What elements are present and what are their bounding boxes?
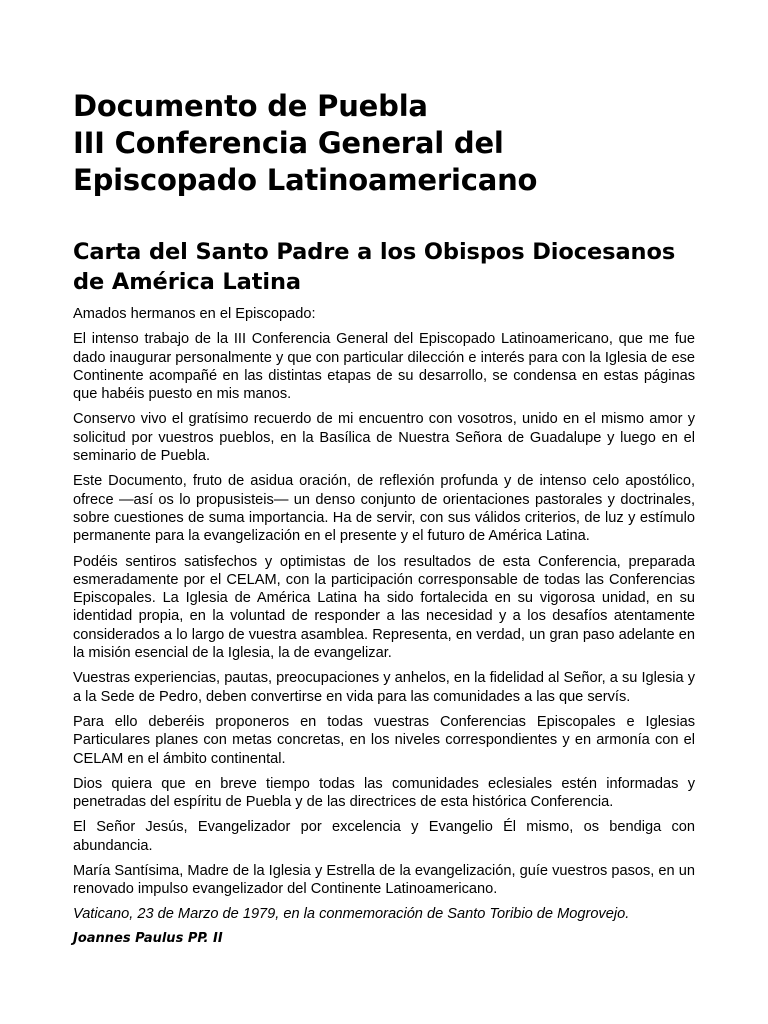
signature: Joannes Paulus PP. II (73, 930, 223, 946)
salutation: Amados hermanos en el Episcopado: (73, 306, 316, 322)
paragraph: Vuestras experiencias, pautas, preocupaciones y anhelos, en la fidelidad al Señor, a su Iglesia y a la Sede de Pedro, deben convertirse en vida para las comunidades a las que servís. (73, 670, 695, 705)
document-title (73, 88, 695, 199)
paragraph: Conservo vivo el gratísimo recuerdo de mi encuentro con vosotros, unido en el mismo amor y solicitud por vuestros pueblos, en la Basílica de Nuestra Señora de Guadalupe y luego en el seminario de Puebla. (73, 411, 695, 465)
letter-title (73, 237, 695, 297)
letter-title-line: Carta del Santo Padre a los Obispos Diocesanos (73, 239, 676, 265)
paragraph: Dios quiera que en breve tiempo todas las comunidades eclesiales estén informadas y penetradas del espíritu de Puebla y de las directrices de esta histórica Conferencia. (73, 775, 695, 811)
paragraph: El Señor Jesús, Evangelizador por excelencia y Evangelio Él mismo, os bendiga con abundancia. (73, 819, 695, 854)
document-title-line: Episcopado Latinoamericano (73, 163, 538, 197)
paragraph: María Santísima, Madre de la Iglesia y Estrella de la evangelización, guíe vuestros pasos, en un renovado impulso evangelizador del Continente Latinoamericano. (73, 863, 695, 898)
document-page (73, 88, 695, 948)
paragraph: El intenso trabajo de la III Conferencia General del Episcopado Latinoamericano, que me fue dado inaugurar personalmente y que con particular dilección e interés para con la Iglesia de ese Continente acompañé en las distintas etapas de su desarrollo, se condensa en estas páginas que habéis puesto en mis manos. (73, 331, 695, 403)
document-title-line: III Conferencia General del (73, 126, 504, 160)
document-title-line: Documento de Puebla (73, 89, 428, 123)
paragraph: Para ello deberéis proponeros en todas vuestras Conferencias Episcopales e Iglesias Particulares planes con metas concretas, en los niveles correspondientes y en armonía con el CELAM en el ámbito continental. (73, 713, 695, 767)
paragraph: Podéis sentiros satisfechos y optimistas de los resultados de esta Conferencia, preparada esmeradamente por el CELAM, con la participación corresponsable de todas las Conferencias Episcopales. La Iglesia de América Latina ha sido fortalecida en su vigorosa unidad, en su identidad propia, en la voluntad de responder a las necesidad y a los desafíos atentamente considerados a lo largo de vuestra asamblea. Representa, en verdad, un gran paso adelante en la misión esencial de la Iglesia, la de evangelizar. (73, 553, 695, 662)
paragraph: Este Documento, fruto de asidua oración, de reflexión profunda y de intenso celo apostólico, ofrece —así os lo propusisteis— un denso conjunto de orientaciones pastorales y doctrinales, sobre cuestiones de suma importancia. Ha de servir, con sus válidos criterios, de luz y estímulo permanente para la evangelización en el presente y el futuro de América Latina. (73, 473, 695, 545)
closing-dateline: Vaticano, 23 de Marzo de 1979, en la conmemoración de Santo Toribio de Mogrovejo. (73, 905, 630, 922)
letter-title-line: de América Latina (73, 269, 301, 295)
